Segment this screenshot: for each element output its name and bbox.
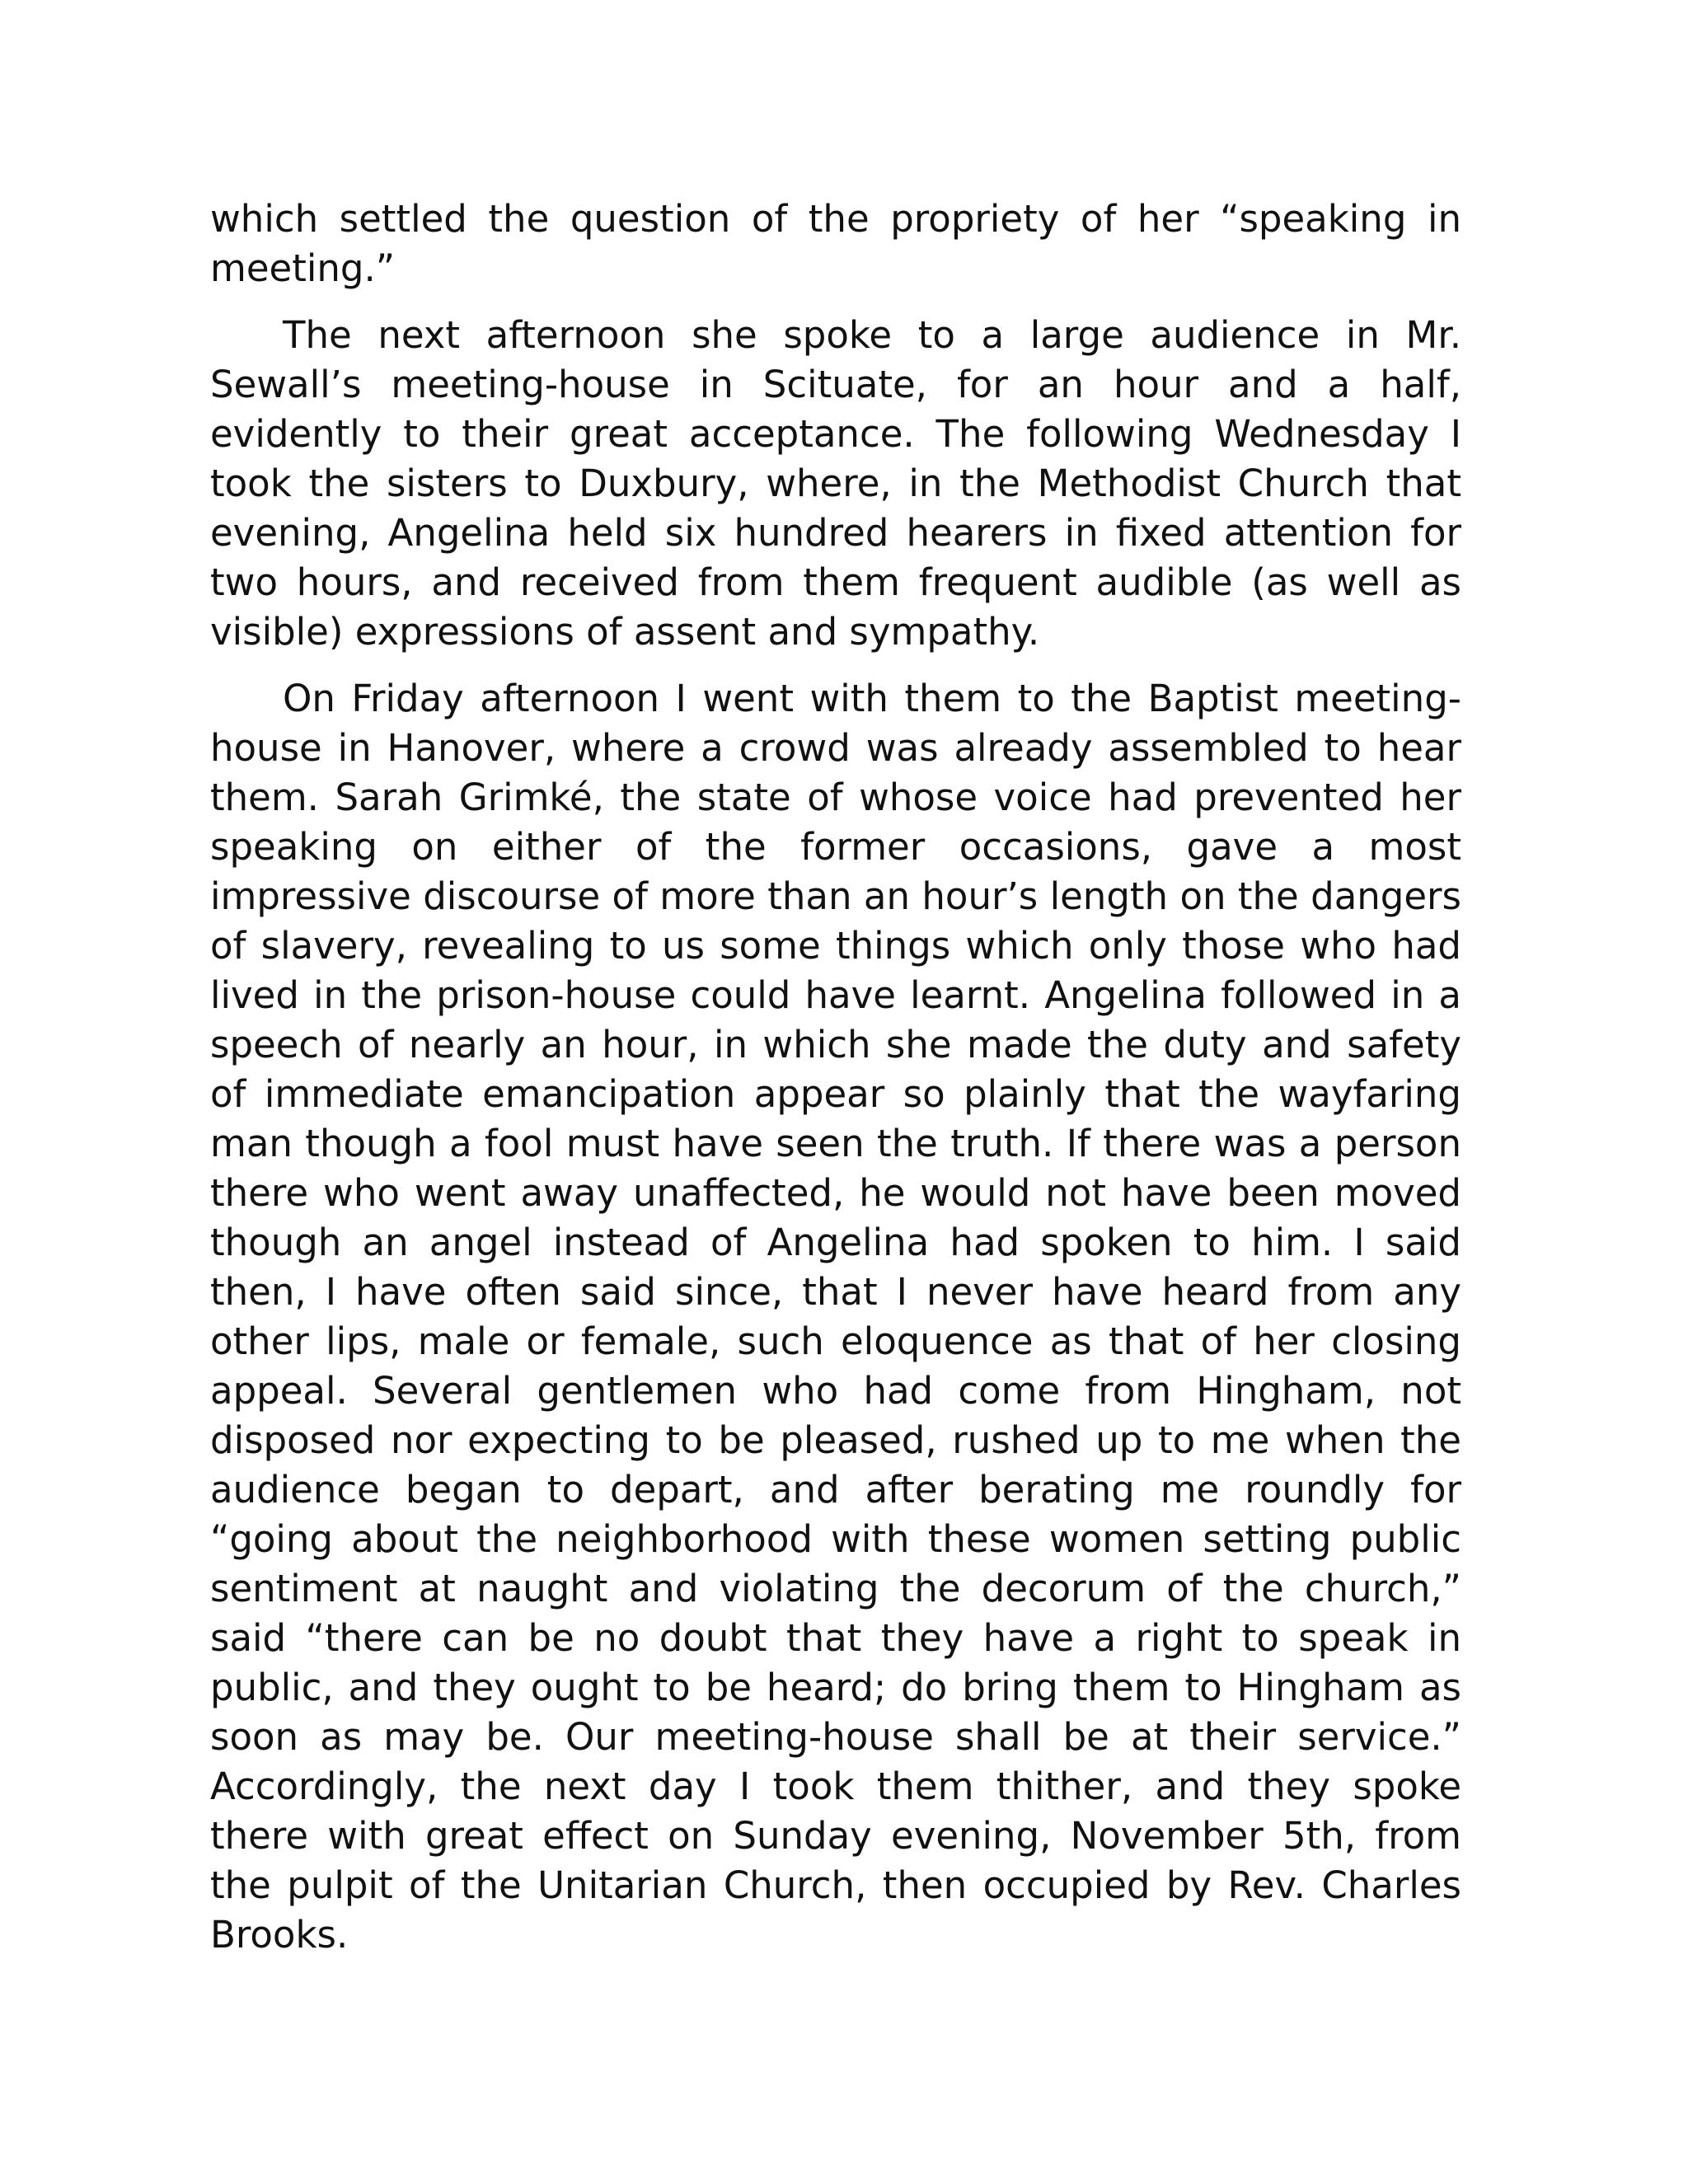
paragraph-scituate-duxbury: The next afternoon she spoke to a large audience in Mr. Sewall’s meeting-house in Scituate, for an hour and a half, evidently to their great acceptance. The following Wednesday I took the sisters to Duxbury, where, in the Methodist Church that evening, Angelina held six hundred hearers in fixed attention for two hours, and received from them frequent audible (as well as visible) expressions of assent and sympathy. bbox=[210, 313, 1461, 654]
paragraph-continuation: which settled the question of the propriety of her “speaking in meeting.” bbox=[210, 197, 1461, 290]
paragraph-hanover-hingham: On Friday afternoon I went with them to the Baptist meeting-house in Hanover, where a crowd was already assembled to hear them. Sarah Grimké, the state of whose voice had prevented her speaking on either of the former occasions, gave a most impressive discourse of more than an hour’s length on the dangers of slavery, revealing to us some things which only those who had lived in the prison-house could have learnt. Angelina followed in a speech of nearly an hour, in which she made the duty and safety of immediate emancipation appear so plainly that the wayfaring man though a fool must have seen the truth. If there was a person there who went away unaffected, he would not have been moved though an angel instead of Angelina had spoken to him. I said then, I have often said since, that I never have heard from any other lips, male or female, such eloquence as that of her closing appeal. Several gentlemen who had come from Hingham, not disposed nor expecting to be pleased, rushed up to me when the audience began to depart, and after berating me roundly for “going about the neighborhood with these women setting public sentiment at naught and violating the decorum of the church,” said “there can be no doubt that they have a right to speak in public, and they ought to be heard; do bring them to Hingham as soon as may be. Our meeting-house shall be at their service.” Accordingly, the next day I took them thither, and they spoke there with great effect on Sunday evening, November 5th, from the pulpit of the Unitarian Church, then occupied by Rev. Charles Brooks. bbox=[210, 677, 1461, 1957]
body-text bbox=[210, 194, 1461, 1960]
